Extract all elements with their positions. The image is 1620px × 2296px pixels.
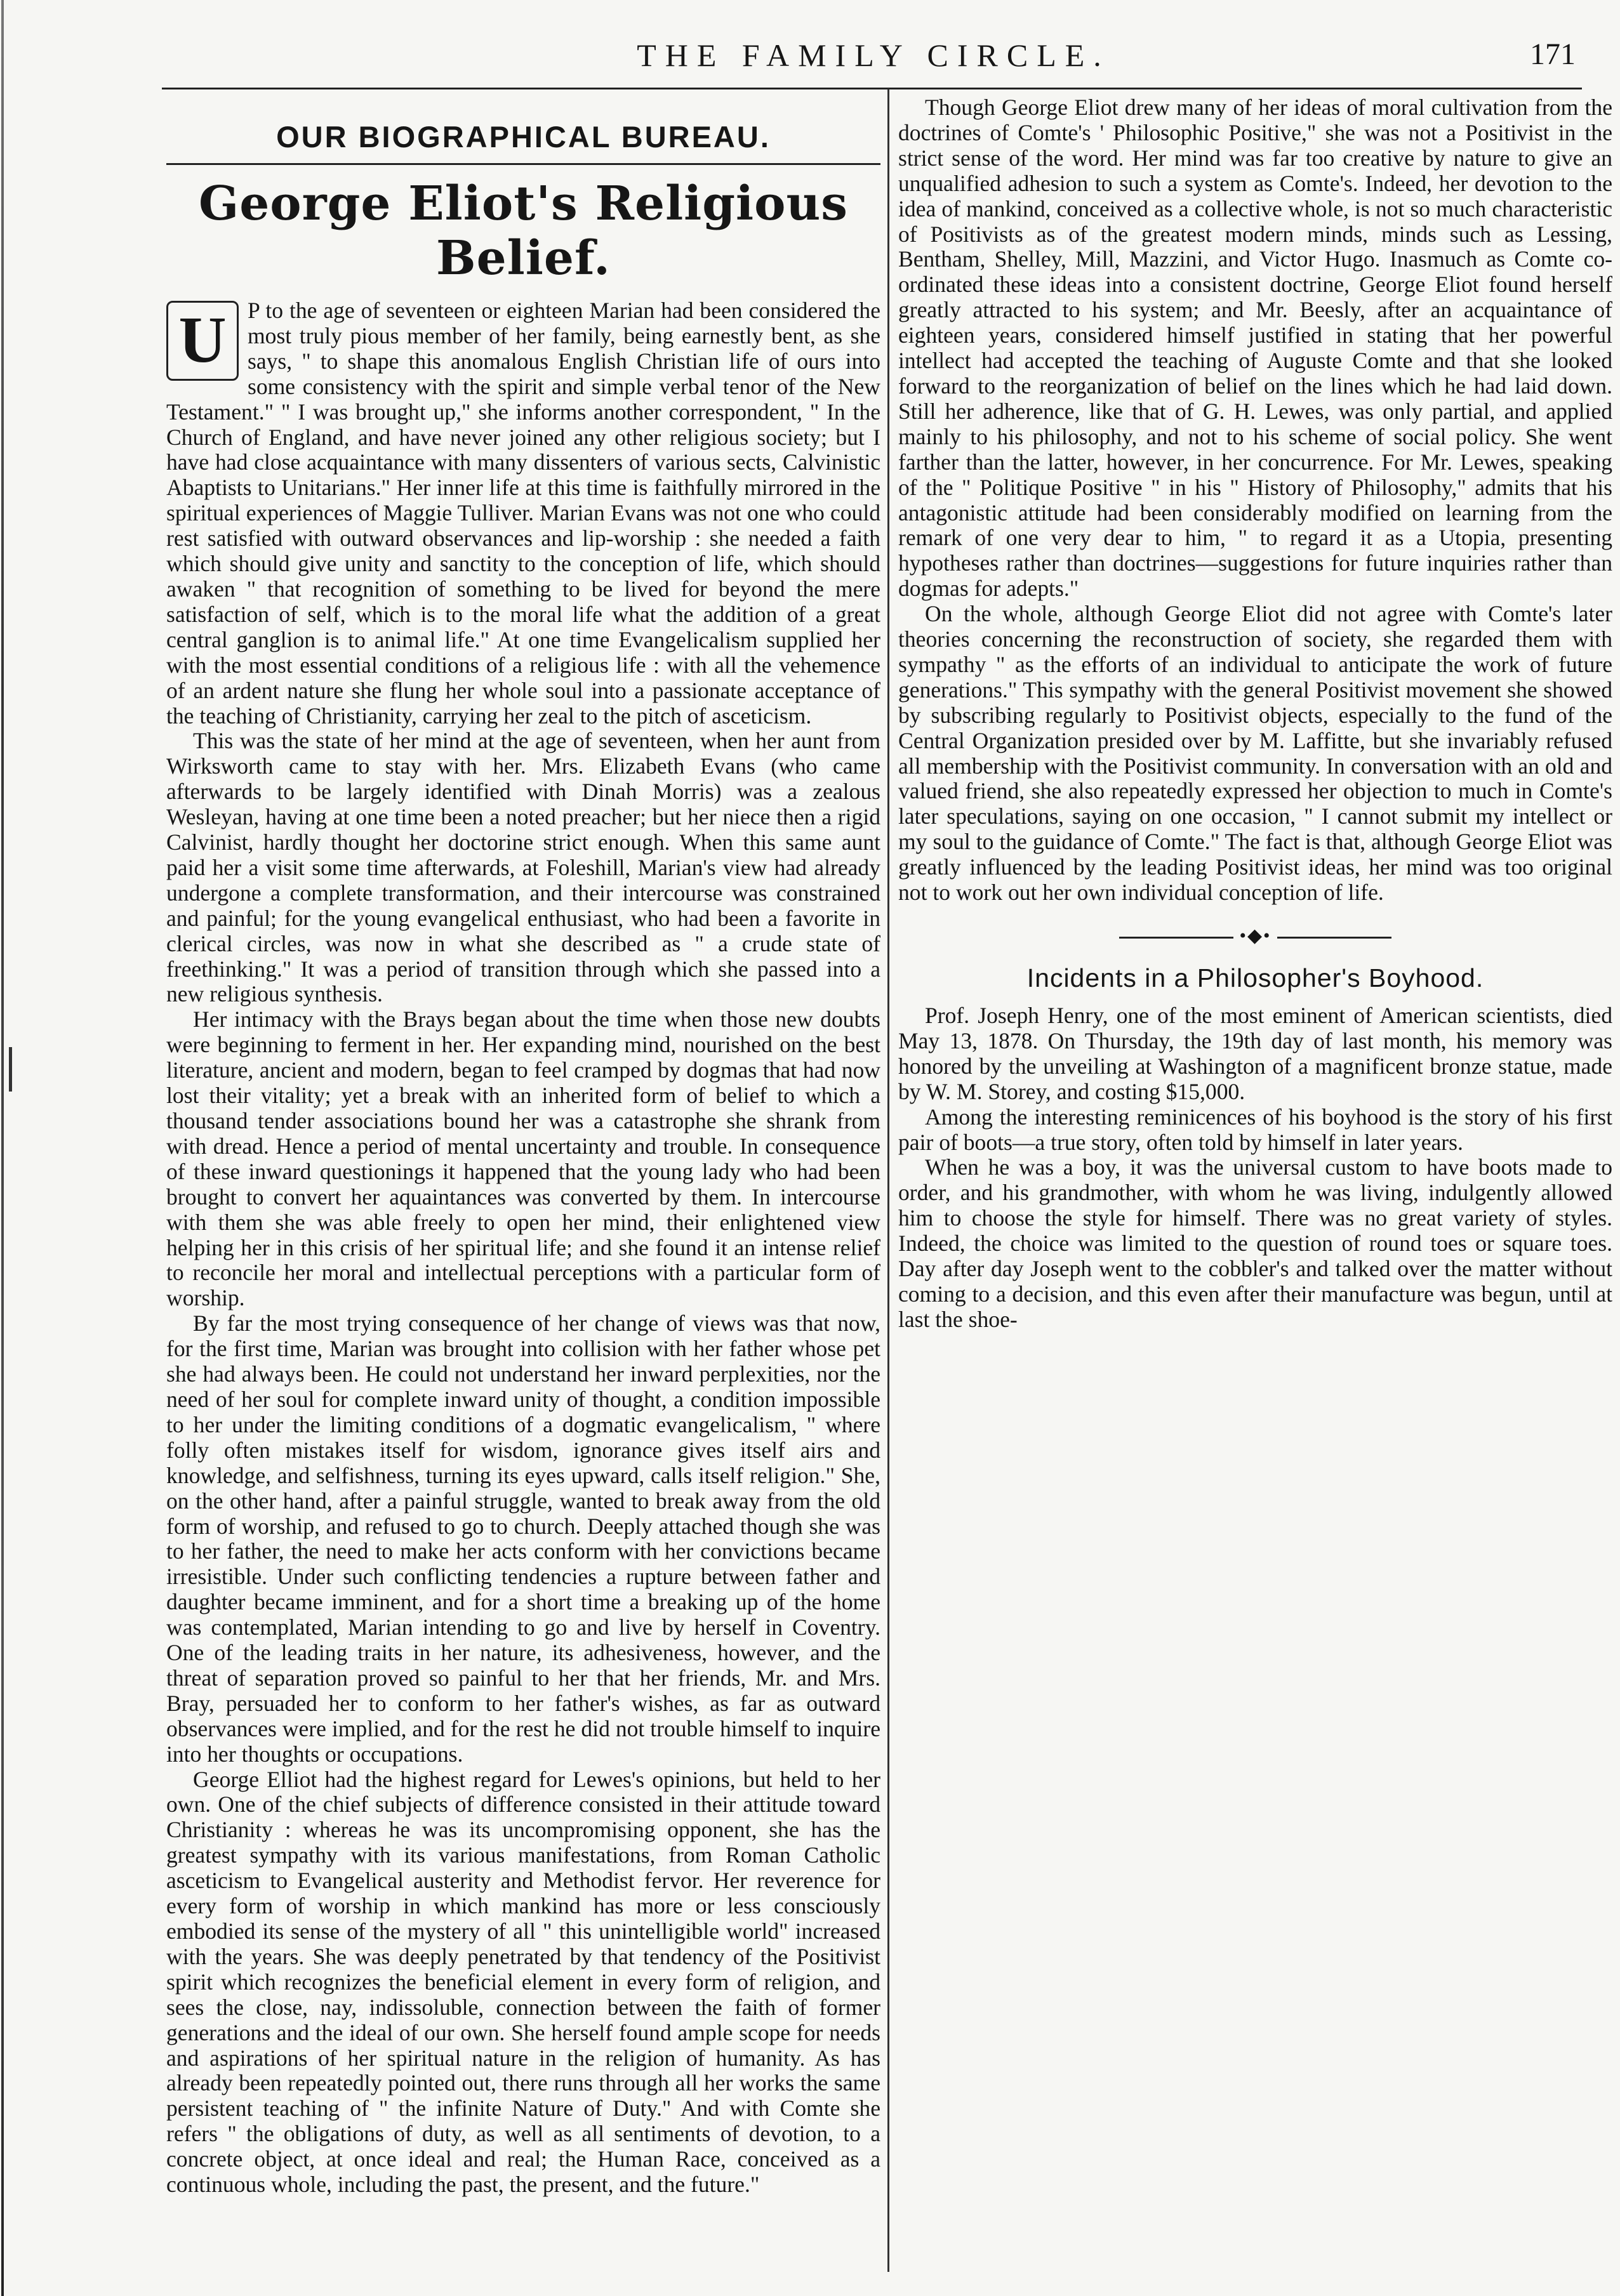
article-title: George Eliot's Religious Belief.: [199, 176, 848, 286]
right-column: [898, 95, 1612, 2272]
article-paragraph: Though George Eliot drew many of her ideas of moral cultivation from the doctrines of Comte's ' Philosophic Positive," she was not a Positivist in the strict sense of the word. Her mind was far too creative by nature to give an unqualified adhesion to such a system as Comte's. Indeed, her devotion to the idea of mankind, conceived as a collective whole, is not so much characteristic of Positivists as of the greatest modern minds, minds such as Lessing, Bentham, Shelley, Mill, Mazzini, and Victor Hugo. Inasmuch as Comte co-ordinated these ideas into a consistent doctrine, George Eliot found herself greatly attracted to his system; and Mr. Beesly, after an acquaintance of eighteen years, considered himself justified in stating that her powerful intellect had accepted the teaching of Auguste Comte and that she looked forward to the reorganization of belief on the lines which he had laid down. Still her adherence, like that of G. H. Lewes, was only partial, and applied mainly to his philosophy, and not to his scheme of social policy. She went farther than the latter, however, in her concurrence. For Mr. Lewes, speaking of the " Politique Positive " in his " History of Philosophy," admits that his antagonistic attitude had been considerably modified on learning from the remark of one very dear to him, " to regard it as a Utopia, presenting hypotheses rather than doctrines—suggestions for future inquiries rather than dogmas for adepts.": [898, 95, 1612, 602]
article-paragraph: Her intimacy with the Brays began about the time when those new doubts were beginning to ferment in her. Her expanding mind, nourished on the best literature, ancient and modern, began to feel cramped by dogmas that had now lost their vitality; yet a break with an inherited form of belief to which a thousand tender associations bound her was a catastrophe she shrank from with dread. Hence a period of mental uncertainty and trouble. In consequence of these inward questionings it happened that the young lady who had been brought to convert her aquaintances was converted by them. In intercourse with them she was able freely to open her mind, their enlightened view helping her in this crisis of her spiritual life; and she found it an intense relief to reconcile her moral and intellectual perceptions with a particular form of worship.: [166, 1006, 880, 1311]
article2-paragraph: Among the interesting reminicences of his boyhood is the story of his first pair of boots—a true story, often told by himself in later years.: [898, 1104, 1612, 1155]
department-heading: OUR BIOGRAPHICAL BUREAU.: [276, 120, 771, 154]
drop-cap: U: [166, 301, 239, 381]
section-rule: [166, 163, 880, 165]
article-paragraph: On the whole, although George Eliot did not agree with Comte's later theories concerning the reconstruction of society, she regarded them with sympathy " as the efforts of an individual to anticipate the work of future generations." This sympathy with the general Positivist movement she showed by subscribing regularly to Positivist objects, especially to the fund of the Central Organization presided over by M. Laffitte, but she invariably refused all membership with the Positivist community. In conversation with an old and valued friend, she also repeatedly expressed her objection to much in Comte's later speculations, saying on one occasion, " I cannot submit my intellect or my soul to the guidance of Comte." The fact is that, although George Eliot was greatly influenced by the leading Positivist ideas, her mind was too original not to work out her own individual conception of life.: [898, 601, 1612, 906]
running-title: THE FAMILY CIRCLE.: [637, 37, 1110, 73]
article-paragraph: George Elliot had the highest regard for Lewes's opinions, but held to her own. One of the chief subjects of difference consisted in their attitude toward Christianity : whereas he was its uncompromising opponent, she has the greatest sympathy with its various manifestations, from Roman Catholic asceticism to Evangelical austerity and Methodist fervor. Her reverence for every form of worship in which mankind has more or less consciously embodied its sense of the mystery of all " this unintelligible world" increased with the years. She was deeply penetrated by that tendency of the Positivist spirit which recognizes the beneficial element in every form of religion, and sees the close, nay, indissoluble, connection between the faith of former generations and the ideal of our own. She herself found ample scope for needs and aspirations of her spiritual nature in the religion of humanity. As has already been repeatedly pointed out, there runs through all her works the same persistent teaching of " the infinite Nature of Duty." And with Comte she refers " the obligations of duty, as well as all sentiments of devotion, to a concrete object, at once ideal and real; the Human Race, conceived as a continuous whole, including the past, the present, and the future.": [166, 1766, 880, 2198]
article2-paragraph: When he was a boy, it was the universal custom to have boots made to order, and his grandmother, with whom he was living, indulgently allowed him to choose the style for himself. There was no great variety of styles. Indeed, the choice was limited to the question of round toes or square toes. Day after day Joseph went to the cobbler's and talked over the matter without coming to a decision, and this even after their manufacture was begun, until at last the shoe-: [898, 1154, 1612, 1332]
article-paragraph: By far the most trying consequence of her change of views was that now, for the first time, Marian was brought into collision with her father whose pet she had always been. He could not understand her inward perplexities, nor the need of her soul for complete inward unity of thought, a condition impossible to her under the limiting conditions of a dogmatic evangelicalism, " where folly often mistakes itself for wisdom, ignorance gives itself airs and knowledge, and selfishness, turning its eyes upward, calls itself religion." She, on the other hand, after a painful struggle, wanted to break away from the old form of worship, and refused to go to church. Deeply attached though she was to her father, the need to make her acts conform with her convictions became irresistible. Under such conflicting tendencies a rupture between father and daughter became imminent, and for a short time a breaking up of the home was contemplated, Marian intending to go and live by herself in Coventry. One of the leading traits in her nature, its adhesiveness, however, and the threat of separation proved so painful to her that her friends, Mr. and Mrs. Bray, persuaded her to conform to her father's wishes, as far as outward observances were implied, and for the rest he did not trouble himself to inquire into her thoughts or occupations.: [166, 1310, 880, 1767]
page-header: [171, 37, 1576, 81]
page-edge-mark: [1, 0, 4, 2296]
header-rule: [162, 88, 1582, 89]
article-paragraph: This was the state of her mind at the age of seventeen, when her aunt from Wirksworth came to stay with her. Mrs. Elizabeth Evans (who came afterwards to be largely identified with Dinah Morris) was a zealous Wesleyan, having at one time been a noted preacher; but her niece then a rigid Calvinist, hardly thought her doctorine strict enough. When this same aunt paid her a visit some time afterwards, at Foleshill, Marian's view had already undergone a complete transformation, and their intercourse was constrained and painful; for the young evangelical enthusiast, who had been a favorite in clerical circles, was now in what she described as " a crude state of freethinking." It was a period of transition through which she passed into a new religious synthesis.: [166, 728, 880, 1007]
column-divider: [887, 89, 889, 2272]
article-paragraph: U P to the age of seventeen or eighteen Marian had been considered the most truly pious member of her family, being earnestly bent, as she says, " to shape this anomalous English Christian life of ours into some consistency with the spirit and simple verbal tenor of the New Testament." " I was brought up," she informs another correspondent, " In the Church of England, and have never joined any other religious society; but I have had close acquaintance with many dissenters of various sects, Calvinistic Abaptists to Unitarians." Her inner life at this time is faithfully mirrored in the spiritual experiences of Maggie Tulliver. Marian Evans was not one who could rest satisfied with outward observances and lip-worship : she needed a faith which should give unity and sanctity to the conception of life, which should awaken " that recognition of something to be lived for beyond the mere satisfaction of self, which is to the moral life what the addition of a great central ganglion is to animal life." At one time Evangelicalism supplied her with the most essential conditions of a religious life : with all the vehemence of an ardent nature she flung her whole soul into a passionate acceptance of the teaching of Christianity, carrying her zeal to the pitch of asceticism.: [166, 298, 880, 729]
section-ornament: •◆•: [898, 925, 1612, 947]
page-edge-blot: [9, 1047, 12, 1092]
article2-title: Incidents in a Philosopher's Boyhood.: [1026, 963, 1484, 993]
article2-paragraph: Prof. Joseph Henry, one of the most eminent of American scientists, died May 13, 1878. On Thursday, the 19th day of last month, his memory was honored by the unveiling at Washington of a magnificent bronze statue, made by W. M. Storey, and costing $15,000.: [898, 1003, 1612, 1104]
page-number: 171: [1530, 37, 1576, 71]
left-column: [166, 95, 880, 2272]
